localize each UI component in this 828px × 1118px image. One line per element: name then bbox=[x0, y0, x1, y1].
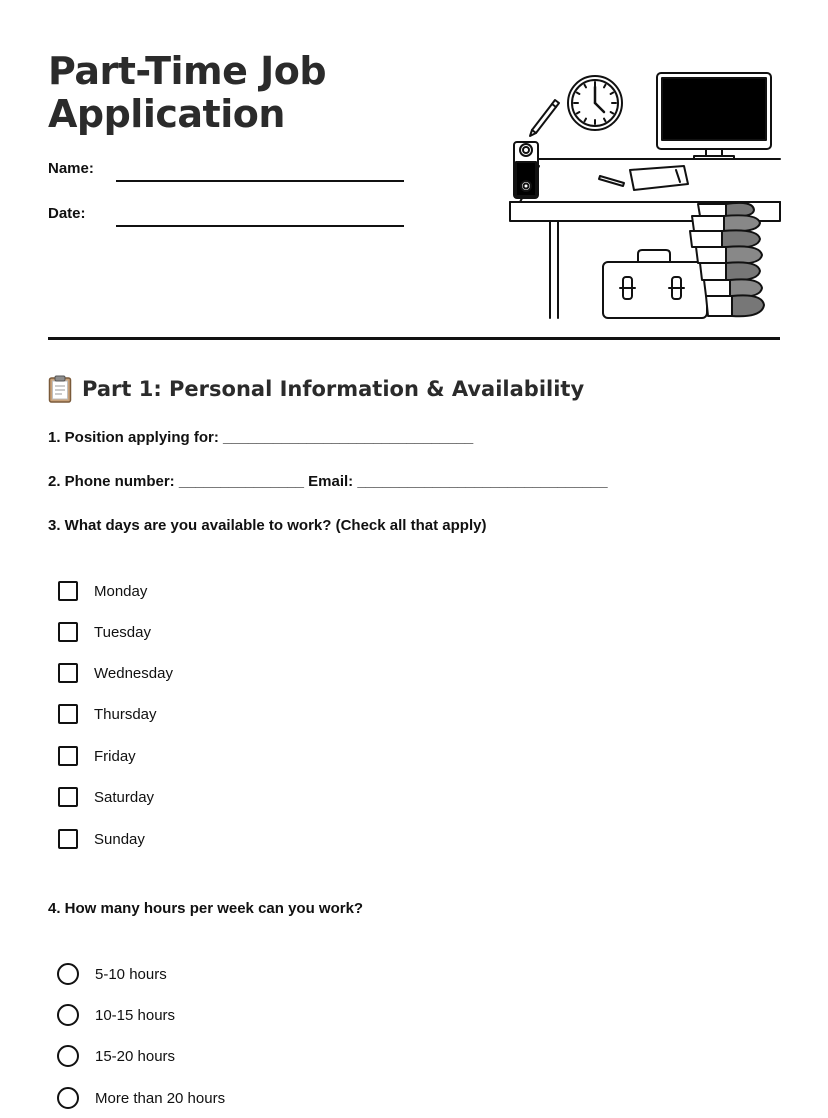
name-field-line[interactable] bbox=[116, 180, 404, 182]
radio-button[interactable] bbox=[57, 1087, 79, 1109]
hours-label: 5-10 hours bbox=[95, 965, 167, 983]
day-label: Sunday bbox=[94, 830, 145, 848]
day-option-wednesday[interactable] bbox=[57, 660, 173, 686]
day-option-friday[interactable] bbox=[57, 743, 136, 769]
radio-button[interactable] bbox=[57, 963, 79, 985]
checkbox[interactable] bbox=[58, 829, 78, 849]
header-divider bbox=[48, 337, 780, 340]
date-label: Date: bbox=[48, 205, 86, 222]
question-1-position[interactable]: 1. Position applying for: ______________________________ bbox=[48, 429, 474, 446]
day-option-tuesday[interactable] bbox=[57, 619, 151, 645]
checkbox[interactable] bbox=[58, 746, 78, 766]
day-option-thursday[interactable] bbox=[57, 701, 157, 727]
day-option-sunday[interactable] bbox=[57, 826, 145, 852]
date-field-line[interactable] bbox=[116, 225, 404, 227]
section-1-heading bbox=[48, 372, 584, 406]
pencil-icon bbox=[530, 100, 559, 136]
radio-button[interactable] bbox=[57, 1004, 79, 1026]
hours-option-15-20[interactable] bbox=[57, 1043, 175, 1069]
day-option-saturday[interactable] bbox=[57, 784, 154, 810]
question-3-days: 3. What days are you available to work? (Check all that apply) bbox=[48, 517, 487, 534]
day-label: Friday bbox=[94, 747, 136, 765]
clock-icon bbox=[568, 76, 622, 130]
section-1-title: Part 1: Personal Information & Availability bbox=[82, 377, 585, 401]
day-label: Thursday bbox=[94, 705, 157, 723]
hours-label: 10-15 hours bbox=[95, 1006, 176, 1024]
monitor-icon bbox=[657, 73, 771, 159]
checkbox[interactable] bbox=[58, 663, 78, 683]
briefcase-icon bbox=[603, 250, 707, 318]
pen-and-paper-icon bbox=[599, 166, 688, 190]
form-title-line-2: Application bbox=[48, 92, 285, 136]
hours-option-10-15[interactable] bbox=[57, 1002, 175, 1028]
checkbox[interactable] bbox=[58, 581, 78, 601]
hours-option-20-plus[interactable] bbox=[57, 1085, 225, 1111]
hours-option-5-10[interactable] bbox=[57, 961, 167, 987]
day-label: Wednesday bbox=[94, 664, 173, 682]
hours-label: More than 20 hours bbox=[95, 1089, 226, 1107]
question-2-phone-email[interactable]: 2. Phone number: _______________ Email: ______________________________ bbox=[48, 473, 608, 490]
checkbox[interactable] bbox=[58, 622, 78, 642]
binder-icon bbox=[514, 142, 538, 198]
hours-label: 15-20 hours bbox=[95, 1047, 176, 1065]
form-title bbox=[48, 50, 326, 136]
office-desk-illustration bbox=[508, 70, 783, 320]
day-label: Saturday bbox=[94, 788, 155, 806]
radio-button[interactable] bbox=[57, 1045, 79, 1067]
day-option-monday[interactable] bbox=[57, 578, 147, 604]
checkbox[interactable] bbox=[58, 704, 78, 724]
day-label: Tuesday bbox=[94, 623, 151, 641]
form-title-line-1: Part-Time Job bbox=[48, 49, 327, 93]
checkbox[interactable] bbox=[58, 787, 78, 807]
name-label: Name: bbox=[48, 160, 94, 177]
day-label: Monday bbox=[94, 582, 148, 600]
question-4-hours: 4. How many hours per week can you work? bbox=[48, 900, 364, 917]
clipboard-icon bbox=[48, 375, 72, 403]
